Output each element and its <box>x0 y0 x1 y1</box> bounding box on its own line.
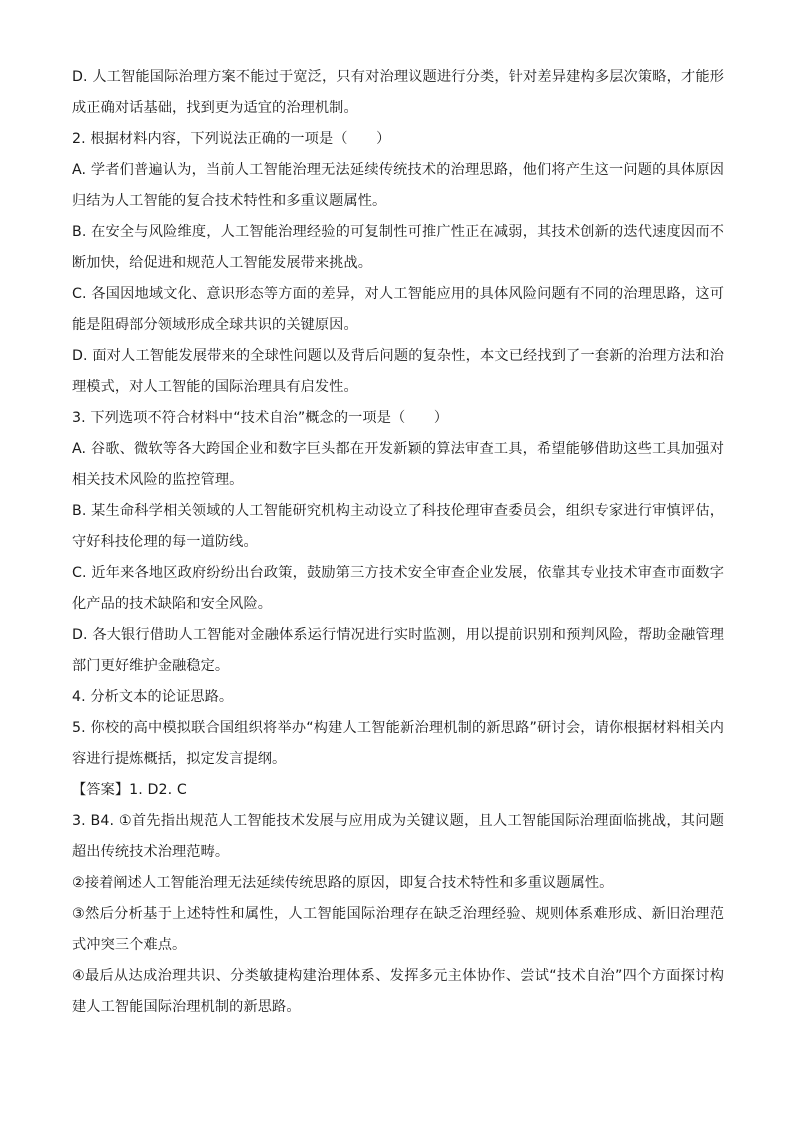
answer4-step4: ④最后从达成治理共识、分类敏捷构建治理体系、发挥多元主体协作、尝试“技术自治”四个方面探讨构建人工智能国际治理机制的新思路。 <box>72 968 724 1015</box>
question5-stem: 5. 你校的高中模拟联合国组织将举办“构建人工智能新治理机制的新思路”研讨会，请你根据材料相关内容进行提炼概括，拟定发言提纲。 <box>72 720 724 767</box>
question2-option-d: D. 面对人工智能发展带来的全球性问题以及背后问题的复杂性，本文已经找到了一套新的治理方法和治理模式，对人工智能的国际治理具有启发性。 <box>72 348 724 395</box>
question2-option-a: A. 学者们普遍认为，当前人工智能治理无法延续传统技术的治理思路，他们将产生这一问题的具体原因归结为人工智能的复合技术特性和多重议题属性。 <box>72 162 724 209</box>
question4-stem: 4. 分析文本的论证思路。 <box>72 689 234 705</box>
question3-option-b: B. 某生命科学相关领域的人工智能研究机构主动设立了科技伦理审查委员会，组织专家进行审慎评估，守好科技伦理的每一道防线。 <box>72 503 724 550</box>
answer3-4-step1: 3. B4. ①首先指出规范人工智能技术发展与应用成为关键议题，且人工智能国际治理面临挑战，其问题超出传统技术治理范畴。 <box>72 813 724 860</box>
answer-line <box>72 775 724 806</box>
answer4-step2: ②接着阐述人工智能治理无法延续传统思路的原因，即复合技术特性和多重议题属性。 <box>72 875 614 891</box>
question3-option-c: C. 近年来各地区政府纷纷出台政策，鼓励第三方技术安全审查企业发展，依靠其专业技术审查市面数字化产品的技术缺陷和安全风险。 <box>72 565 724 612</box>
answer4-step3: ③然后分析基于上述特性和属性，人工智能国际治理存在缺乏治理经验、规则体系难形成、新旧治理范式冲突三个难点。 <box>72 906 724 953</box>
answer-text: 1. D2. C <box>129 782 187 798</box>
question2-option-c: C. 各国因地域文化、意识形态等方面的差异，对人工智能应用的具体风险问题有不同的治理思路，这可能是阻碍部分领域形成全球共识的关键原因。 <box>72 286 724 333</box>
question2-option-b: B. 在安全与风险维度，人工智能治理经验的可复制性可推广性正在减弱，其技术创新的迭代速度因而不断加快，给促进和规范人工智能发展带来挑战。 <box>72 224 724 271</box>
question3-option-d: D. 各大银行借助人工智能对金融体系运行情况进行实时监测，用以提前识别和预判风险，帮助金融管理部门更好维护金融稳定。 <box>72 627 724 674</box>
question3-stem: 3. 下列选项不符合材料中“技术自治”概念的一项是（ ） <box>72 410 449 426</box>
question3-option-a: A. 谷歌、微软等各大跨国企业和数字巨头都在开发新颖的算法审查工具，希望能够借助这些工具加强对相关技术风险的监控管理。 <box>72 441 724 488</box>
question1-option-d: D. 人工智能国际治理方案不能过于宽泛，只有对治理议题进行分类，针对差异建构多层次策略，才能形成正确对话基础，找到更为适宜的治理机制。 <box>72 69 724 116</box>
answer-tag: 【答案】 <box>72 782 130 798</box>
document-body <box>72 62 724 1023</box>
question2-stem: 2. 根据材料内容，下列说法正确的一项是（ ） <box>72 131 391 147</box>
